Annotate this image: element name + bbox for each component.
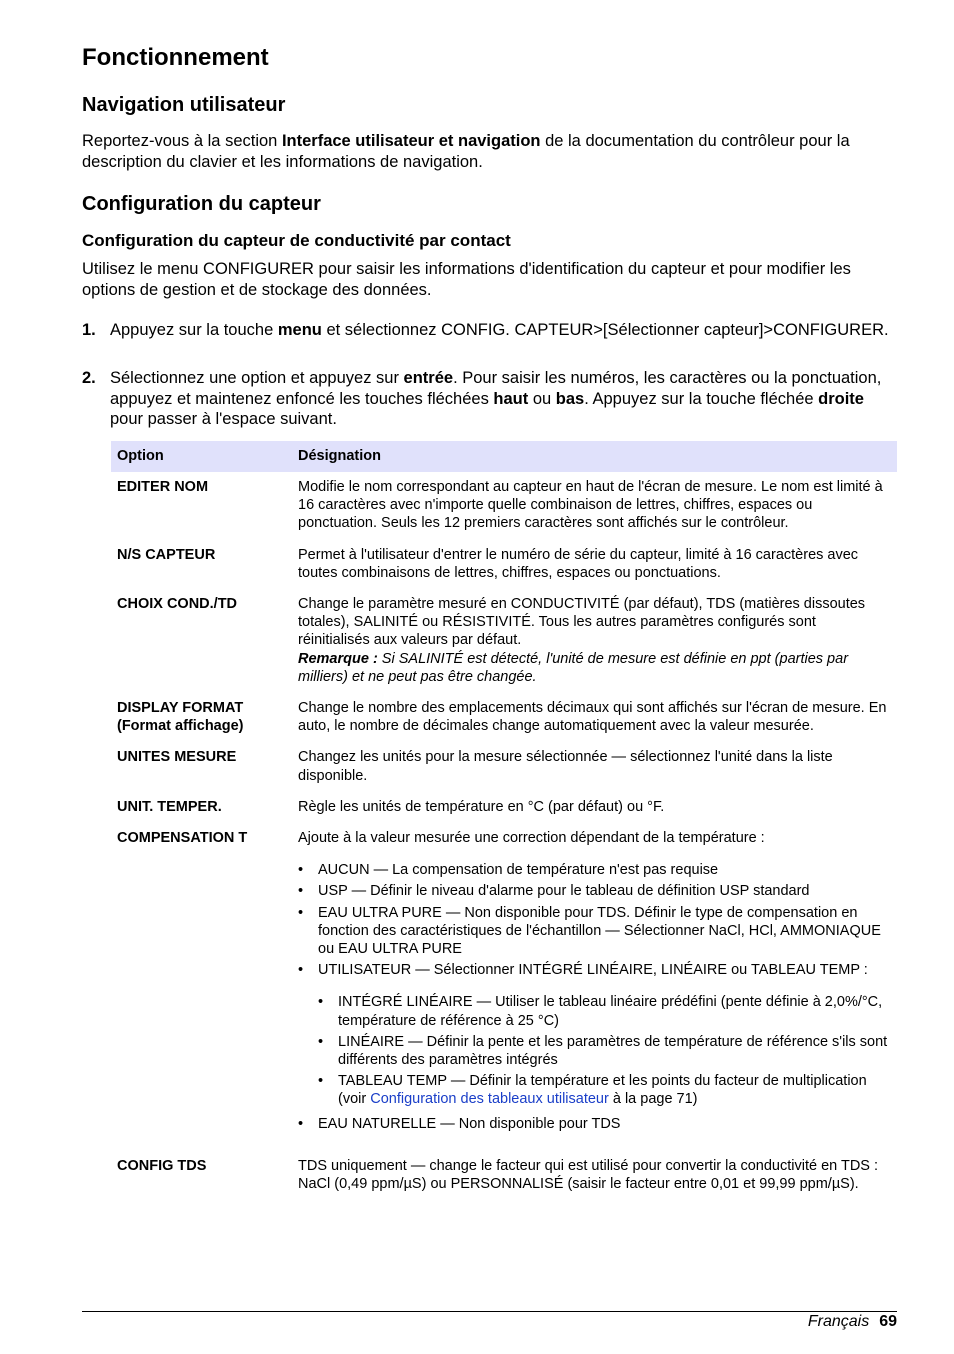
table-row bbox=[111, 823, 897, 1143]
page-number: 69 bbox=[879, 1313, 897, 1330]
option-cell: UNITES MESURE bbox=[117, 749, 237, 766]
designation-cell: Modifie le nom correspondant au capteur en haut de l'écran de mesure. Le nom est limité à 16 caractères avec n'importe quelle combinaison de lettres, chiffres, espaces ou ponctuation. Seuls les 12 premiers caractères sont affichés sur le contrôleur. bbox=[298, 479, 883, 532]
footer-rule bbox=[82, 1311, 897, 1312]
option-cell: CHOIX COND./TD bbox=[117, 596, 238, 613]
step-text: et sélectionnez CONFIG. CAPTEUR>[Sélectionner capteur]>CONFIGURER. bbox=[321, 321, 889, 339]
cross-reference-link[interactable]: Configuration des tableaux utilisateur bbox=[370, 1091, 609, 1108]
list-item-text: UTILISATEUR — Sélectionner INTÉGRÉ LINÉAIRE, LINÉAIRE ou TABLEAU TEMP : bbox=[318, 962, 868, 979]
list-item: • USP — Définir le niveau d'alarme pour le tableau de définition USP standard bbox=[318, 882, 891, 900]
table-row bbox=[111, 1143, 897, 1200]
designation-text: Change le paramètre mesuré en CONDUCTIVITÉ (par défaut), TDS (matières dissoutes totales), SALINITÉ ou RÉSISTIVITÉ. Tous les autres paramètres configurés sont réinitialisés aux valeurs par défaut. bbox=[298, 596, 866, 649]
option-cell: COMPENSATION T bbox=[117, 830, 248, 847]
table-row bbox=[111, 742, 897, 791]
designation-cell: Permet à l'utilisateur d'entrer le numéro de série du capteur, limité à 16 caractères avec toutes combinaisons de lettres, chiffres, espaces ou ponctuations. bbox=[298, 546, 859, 581]
designation-text: Ajoute à la valeur mesurée une correction dépendant de la température : bbox=[298, 830, 765, 847]
list-item: • LINÉAIRE — Définir la pente et les paramètres de température de référence s'ils sont différents des paramètres intégrés bbox=[338, 1033, 891, 1069]
table-row bbox=[111, 472, 897, 540]
table-row bbox=[111, 540, 897, 589]
step-number: 2. bbox=[82, 369, 96, 387]
step-key: haut bbox=[493, 389, 529, 408]
step-key: droite bbox=[818, 389, 864, 408]
list-item: • AUCUN — La compensation de température n'est pas requise bbox=[318, 861, 891, 879]
sub-bullet-list bbox=[318, 993, 891, 1108]
option-cell: EDITER NOM bbox=[117, 479, 209, 495]
column-header-designation: Désignation bbox=[292, 441, 897, 472]
step-text: ou bbox=[528, 389, 556, 408]
list-item bbox=[338, 1072, 891, 1108]
list-item: • INTÉGRÉ LINÉAIRE — Utiliser le tableau linéaire prédéfini (pente définie à 2,0%/°C, température de référence à 25 °C) bbox=[338, 993, 891, 1029]
note-text: Si SALINITÉ est détecté, l'unité de mesure est définie en ppt (parties par milliers) et ne peut pas être changée. bbox=[298, 650, 849, 685]
step-text: Sélectionnez une option et appuyez sur bbox=[110, 369, 404, 387]
config-subheading: Configuration du capteur de conductivité par contact bbox=[82, 231, 511, 250]
config-heading: Configuration du capteur bbox=[82, 193, 321, 215]
step-text: pour passer à l'espace suivant. bbox=[110, 410, 337, 428]
designation-cell: TDS uniquement — change le facteur qui est utilisé pour convertir la conductivité en TDS : NaCl (0,49 ppm/µS) ou PERSONNALISÉ (saisir le facteur entre 0,01 et 99,99 ppm/µS). bbox=[298, 1157, 879, 1193]
list-item-text: TABLEAU TEMP — Définir la température et les points du facteur de multiplication (voir bbox=[338, 1073, 867, 1108]
footer-language: Français bbox=[807, 1313, 870, 1330]
step-number: 1. bbox=[82, 321, 96, 339]
page-title: Fonctionnement bbox=[82, 44, 269, 71]
note bbox=[298, 651, 848, 685]
config-intro: Utilisez le menu CONFIGURER pour saisir les informations d'identification du capteur et pour modifier les options de gestion et de stockage des données. bbox=[82, 260, 851, 299]
step-key: bas bbox=[555, 389, 585, 408]
step-key: menu bbox=[277, 321, 322, 339]
list-item: • EAU NATURELLE — Non disponible pour TDS bbox=[318, 1115, 891, 1133]
designation-cell: Changez les unités pour la mesure sélectionnée — sélectionnez l'unité dans la liste disponible. bbox=[298, 749, 833, 784]
step-2 bbox=[82, 368, 897, 430]
step-1 bbox=[82, 320, 897, 341]
step-text: Appuyez sur la touche bbox=[110, 321, 278, 339]
nav-heading: Navigation utilisateur bbox=[82, 94, 286, 116]
list-item: • EAU ULTRA PURE — Non disponible pour TDS. Définir le type de compensation en fonction des caractéristiques de l'échantillon — Sélectionner NaCl, HCl, AMMONIAQUE ou EAU ULTRA PURE bbox=[318, 904, 891, 959]
table-row bbox=[111, 589, 897, 693]
table-row bbox=[111, 693, 897, 742]
option-cell: DISPLAY FORMAT (Format affichage) bbox=[117, 700, 244, 735]
designation-cell bbox=[292, 823, 897, 1143]
page-footer bbox=[808, 1312, 897, 1332]
nav-para-bold: Interface utilisateur et navigation bbox=[281, 132, 541, 150]
step-text: . Pour saisir les numéros, les caractères ou la ponctuation, appuyez et maintenez enfoncé les touches fléchées bbox=[110, 369, 882, 408]
table-row bbox=[111, 792, 897, 823]
option-cell: N/S CAPTEUR bbox=[117, 546, 216, 563]
nav-paragraph bbox=[82, 131, 882, 172]
designation-cell: Change le nombre des emplacements décimaux qui sont affichés sur l'écran de mesure. En auto, le nombre de décimales change automatiquement avec la valeur mesurée. bbox=[298, 700, 887, 735]
step-text: . Appuyez sur la touche fléchée bbox=[584, 389, 819, 408]
nav-para-post: de la documentation du contrôleur pour la description du clavier et les informations de navigation. bbox=[82, 132, 850, 171]
list-item bbox=[318, 961, 891, 1108]
option-cell: CONFIG TDS bbox=[117, 1157, 207, 1174]
note-label: Remarque : bbox=[298, 650, 378, 667]
options-table bbox=[111, 441, 897, 1200]
bullet-list bbox=[298, 861, 891, 1133]
option-cell: UNIT. TEMPER. bbox=[117, 798, 222, 815]
table-header-row bbox=[111, 441, 897, 472]
list-item-text: à la page 71) bbox=[608, 1091, 698, 1108]
designation-cell: Règle les unités de température en °C (par défaut) ou °F. bbox=[298, 798, 665, 815]
designation-cell bbox=[292, 589, 897, 693]
step-key: entrée bbox=[403, 369, 454, 387]
column-header-option: Option bbox=[111, 441, 292, 472]
nav-para-pre: Reportez-vous à la section bbox=[82, 132, 282, 150]
